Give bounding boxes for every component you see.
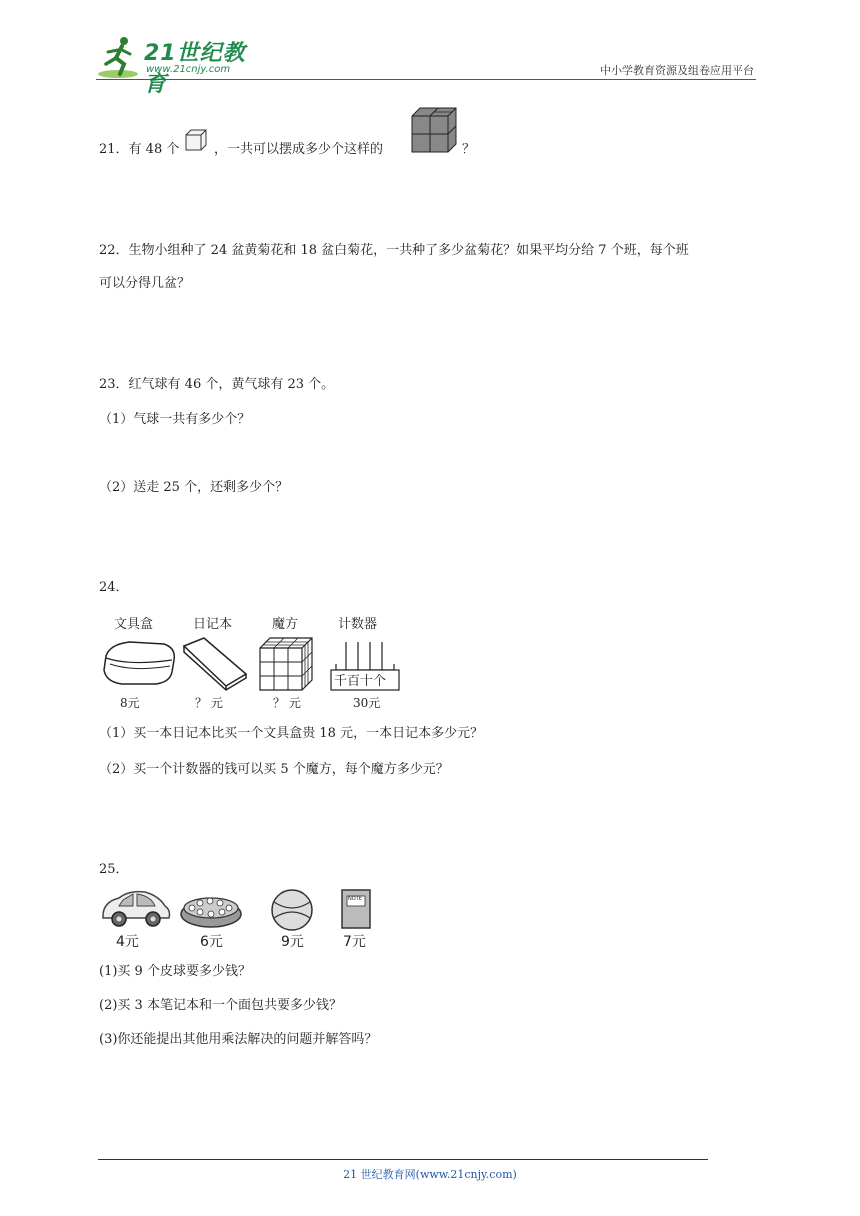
label-diary: 日记本 [193, 617, 233, 632]
price-ball: 9元 [281, 934, 304, 950]
q21-prefix: 21．有 48 个 [99, 142, 180, 157]
price-car: 4元 [116, 934, 139, 950]
q21-suffix: ？ [462, 142, 476, 157]
q22-line2: 可以分得几盆？ [99, 276, 191, 291]
q25-sub3: (3)你还能提出其他用乘法解决的问题并解答吗？ [99, 1032, 378, 1047]
question-21 [99, 140, 179, 160]
small-cube-icon [184, 128, 208, 152]
label-rubiks-cube: 魔方 [272, 617, 299, 632]
toy-car-icon [99, 888, 173, 930]
q25-sub2: (2)买 3 本笔记本和一个面包共要多少钱？ [99, 998, 342, 1013]
rubiks-cube-icon [258, 636, 314, 692]
ball-icon [269, 888, 315, 932]
label-abacus: 计数器 [338, 617, 378, 632]
price-diary: ？ 元 [195, 696, 223, 710]
label-pencil-box: 文具盒 [114, 617, 154, 632]
q25-number: 25． [99, 862, 129, 877]
big-cube-icon [410, 106, 458, 154]
abacus-place-values: 千百十个 [334, 674, 387, 689]
q24-number: 24． [99, 580, 129, 595]
price-pencil-box: 8元 [120, 696, 140, 710]
price-bread: 6元 [200, 934, 223, 950]
diary-icon [180, 636, 250, 692]
price-rubiks-cube: ？ 元 [273, 696, 301, 710]
q24-sub2: （2）买一个计数器的钱可以买 5 个魔方，每个魔方多少元？ [99, 762, 449, 777]
runner-logo-icon [96, 34, 142, 80]
header-platform-text: 中小学教育资源及组卷应用平台 [600, 64, 754, 77]
q23-sub2: （2）送走 25 个，还剩多少个？ [99, 480, 289, 495]
logo-url: www.21cnjy.com [146, 64, 231, 75]
bread-icon [178, 892, 244, 930]
q25-sub1: (1)买 9 个皮球要多少钱？ [99, 964, 251, 979]
price-notebook: 7元 [343, 934, 366, 950]
q24-sub1: （1）买一本日记本比买一个文具盒贵 18 元，一本日记本多少元？ [99, 726, 484, 741]
footer-divider [98, 1159, 708, 1160]
pencil-box-icon [100, 638, 178, 690]
q21-middle: ，一共可以摆成多少个这样的 [214, 142, 384, 157]
footer-link[interactable]: 21 世纪教育网(www.21cnjy.com) [343, 1168, 517, 1181]
q23-stem: 23．红气球有 46 个，黄气球有 23 个。 [99, 377, 335, 392]
q23-sub1: （1）气球一共有多少个？ [99, 412, 251, 427]
header-divider [96, 79, 756, 80]
notebook-icon [340, 888, 372, 930]
q22-line1: 22．生物小组种了 24 盆黄菊花和 18 盆白菊花，一共种了多少盆菊花？如果平均分给 7 个班，每个班 [99, 243, 689, 258]
logo-text: 21世纪教育 [144, 41, 246, 97]
notebook-label: NOTE [348, 896, 362, 902]
price-abacus: 30元 [353, 696, 381, 710]
site-logo [96, 34, 266, 97]
